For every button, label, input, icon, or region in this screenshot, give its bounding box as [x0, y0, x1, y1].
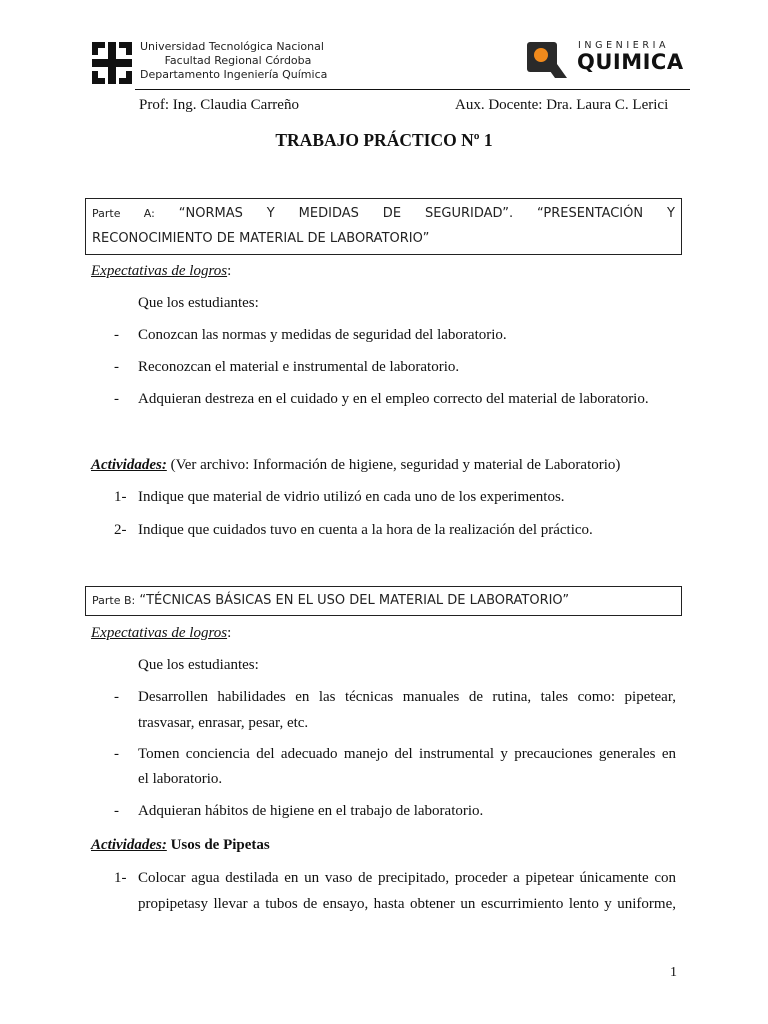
header-logo-quimica [527, 40, 692, 80]
part-a-activity-2: Indique que cuidados tuvo en cuenta a la hora de la realización del práctico. [138, 522, 593, 538]
bullet-dash: - [114, 803, 119, 819]
logo-top-text: INGENIERIA [578, 40, 670, 51]
quimica-logo-icon [527, 42, 569, 78]
part-a-bullet-1: Conozcan las normas y medidas de seguridad del laboratorio. [138, 327, 507, 343]
part-b-activity-1-line1: Colocar agua destilada en un vaso de precipitado, proceder a pipetear únicamente con [138, 870, 676, 886]
activity-number: 1- [114, 870, 127, 886]
bullet-dash: - [114, 327, 119, 343]
faculty-name: Facultad Regional Córdoba [164, 54, 312, 67]
part-a-box [85, 198, 682, 255]
part-b-bullet-2-line1: Tomen conciencia del adecuado manejo del instrumental y precauciones generales en [138, 746, 676, 762]
part-b-label: Parte B: [92, 594, 136, 607]
part-a-bullet-2: Reconozcan el material e instrumental de laboratorio. [138, 359, 460, 375]
part-a-label: Parte A: [92, 207, 155, 220]
part-b-activities: Actividades: Usos de Pipetas [91, 837, 270, 853]
page-title: TRABAJO PRÁCTICO Nº 1 [275, 130, 493, 150]
activity-number: 2- [114, 522, 127, 538]
bullet-dash: - [114, 689, 119, 705]
logo-bottom-text: QUIMICA [577, 50, 684, 74]
part-b-bullet-1-line1: Desarrollen habilidades en las técnicas manuales de rutina, tales como: pipetear, [138, 689, 676, 705]
utn-logo-icon [92, 42, 132, 84]
part-b-bullet-2-line2: el laboratorio. [138, 771, 223, 787]
bullet-dash: - [114, 391, 119, 407]
university-name: Universidad Tecnológica Nacional [140, 40, 324, 53]
header-divider [135, 89, 690, 90]
assistant: Aux. Docente: Dra. Laura C. Lerici [455, 97, 669, 113]
part-b-bullet-1-line2: trasvasar, enrasar, pesar, etc. [138, 715, 309, 731]
part-a-intro: Que los estudiantes: [138, 295, 259, 311]
activity-number: 1- [114, 489, 127, 505]
part-b-box [85, 586, 682, 616]
part-a-bullet-3: Adquieran destreza en el cuidado y en el empleo correcto del material de laboratorio. [138, 391, 649, 407]
part-a-expectations: Expectativas de logros: [91, 263, 232, 279]
part-b-expectations: Expectativas de logros: [91, 625, 232, 641]
part-a-activity-1: Indique que material de vidrio utilizó en cada uno de los experimentos. [138, 489, 565, 505]
page-number: 1 [670, 965, 677, 980]
part-a-line2: RECONOCIMIENTO DE MATERIAL DE LABORATORIO” [92, 231, 430, 246]
part-a-activities: Actividades: (Ver archivo: Información de higiene, seguridad y material de Laboratorio) [91, 457, 621, 473]
part-b-activity-1-line2: propipetasy llevar a tubos de ensayo, hasta obtener un escurrimiento lento y uniforme, [138, 896, 676, 912]
department-name: Departamento Ingeniería Química [140, 68, 328, 81]
bullet-dash: - [114, 359, 119, 375]
part-b-bullet-3: Adquieran hábitos de higiene en el trabajo de laboratorio. [138, 803, 484, 819]
professor: Prof: Ing. Claudia Carreño [139, 97, 299, 113]
bullet-dash: - [114, 746, 119, 762]
part-b-text: “TÉCNICAS BÁSICAS EN EL USO DEL MATERIAL DE LABORATORIO” [139, 593, 570, 608]
part-a-line1: “NORMAS Y MEDIDAS DE SEGURIDAD”. “PRESENTACIÓN Y [178, 206, 675, 221]
part-b-intro: Que los estudiantes: [138, 657, 259, 673]
